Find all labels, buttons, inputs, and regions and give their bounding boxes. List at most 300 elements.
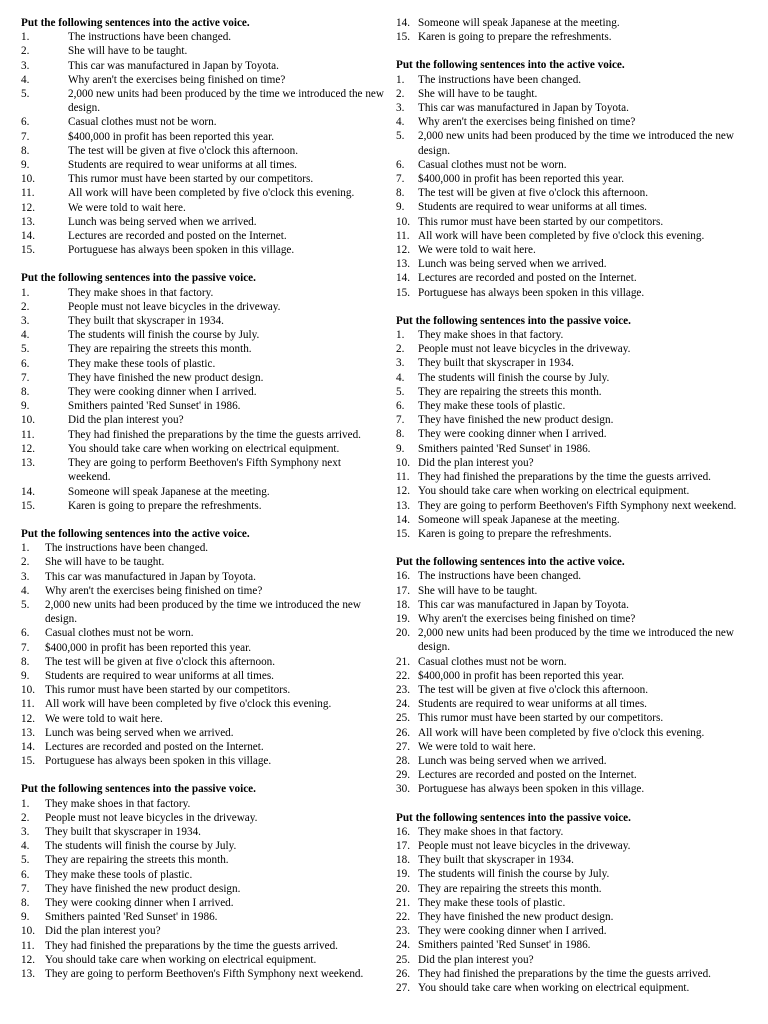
item-number: 11. [21, 698, 35, 711]
item-number: 7. [21, 882, 30, 895]
list-item [21, 201, 384, 215]
list-item [396, 286, 762, 300]
list-item [396, 910, 762, 924]
item-number: 8. [21, 386, 30, 399]
item-number: 14. [396, 272, 410, 285]
item-text-line: This rumor must have been started by our competitors. [45, 684, 291, 697]
item-text [68, 314, 384, 328]
item-text-line: 2,000 new units had been produced by the time we introduced the new [418, 627, 734, 640]
item-text-line: Did the plan interest you? [418, 953, 534, 966]
exercise-section [396, 16, 762, 44]
item-text [45, 726, 384, 740]
item-number: 1. [21, 542, 30, 555]
item-text-line: You should take care when working on electrical equipment. [45, 953, 317, 966]
item-text-line: $400,000 in profit has been reported this year. [45, 641, 251, 654]
list-item [21, 797, 384, 811]
item-text [418, 924, 762, 938]
item-text [68, 186, 384, 200]
item-text-line: They were cooking dinner when I arrived. [68, 386, 257, 399]
list-item [396, 612, 762, 626]
item-text [68, 87, 384, 115]
list-item [396, 115, 762, 129]
list-item [396, 200, 762, 214]
item-text [45, 868, 384, 882]
exercise-section [21, 16, 384, 257]
item-text-continuation: design. [418, 641, 451, 654]
item-number: 12. [21, 201, 35, 214]
item-text-line: She will have to be taught. [68, 45, 188, 58]
list-item [21, 541, 384, 555]
list-item [21, 428, 384, 442]
item-text-line: Someone will speak Japanese at the meeting. [418, 17, 620, 29]
item-text-line: People must not leave bicycles in the driveway. [45, 811, 258, 824]
item-text [418, 967, 762, 981]
list-item [21, 570, 384, 584]
item-text [68, 456, 384, 484]
item-number: 22. [396, 669, 410, 682]
list-item [396, 356, 762, 370]
list-item [21, 385, 384, 399]
item-text [45, 740, 384, 754]
item-text [45, 697, 384, 711]
item-text-line: Students are required to wear uniforms at all times. [45, 669, 274, 682]
section-heading: Put the following sentences into the passive voice. [21, 272, 256, 285]
item-text [418, 399, 762, 413]
item-text-line: Casual clothes must not be worn. [418, 655, 567, 668]
item-number: 1. [396, 73, 405, 86]
item-text [418, 754, 762, 768]
list-item [21, 30, 384, 44]
list-item [21, 342, 384, 356]
item-number: 14. [21, 740, 35, 753]
item-number: 25. [396, 953, 410, 966]
item-number: 13. [21, 457, 35, 470]
item-text-line: Smithers painted 'Red Sunset' in 1986. [45, 911, 218, 924]
item-number: 3. [21, 825, 30, 838]
item-text-line: They have finished the new product design. [418, 910, 614, 923]
list-item [396, 158, 762, 172]
item-number: 1. [21, 286, 30, 299]
item-number: 5. [396, 130, 405, 143]
item-number: 24. [396, 939, 410, 952]
item-number: 11. [21, 939, 35, 952]
item-text [418, 853, 762, 867]
list-item [21, 967, 384, 981]
item-number: 9. [21, 159, 30, 172]
item-text-line: She will have to be taught. [418, 87, 538, 100]
item-number: 15. [396, 286, 410, 299]
list-item [396, 172, 762, 186]
item-text-line: We were told to wait here. [68, 201, 186, 214]
item-text-continuation: weekend. [68, 471, 111, 484]
item-text-line: This rumor must have been started by our competitors. [68, 173, 314, 186]
item-number: 13. [21, 726, 35, 739]
item-text-line: We were told to wait here. [45, 712, 163, 725]
item-number: 4. [396, 116, 405, 129]
item-text-line: 2,000 new units had been produced by the time we introduced the new [418, 130, 734, 143]
item-number: 11. [21, 187, 35, 200]
list-item [21, 499, 384, 513]
item-text-line: They built that skyscraper in 1934. [418, 854, 574, 867]
list-item [396, 499, 762, 513]
list-item [21, 357, 384, 371]
item-text [418, 413, 762, 427]
item-text [418, 655, 762, 669]
item-text [418, 328, 762, 342]
list-item [21, 683, 384, 697]
item-number: 10. [21, 684, 35, 697]
item-text [418, 626, 762, 654]
item-text [418, 371, 762, 385]
item-number: 5. [396, 385, 405, 398]
list-item [21, 328, 384, 342]
item-number: 11. [21, 428, 35, 441]
item-text-line: They are going to perform Beethoven's Fifth Symphony next [45, 968, 318, 980]
list-item [396, 896, 762, 910]
list-item [21, 413, 384, 427]
item-number: 8. [21, 144, 30, 157]
list-item [396, 271, 762, 285]
list-item [396, 371, 762, 385]
item-text-continuation: design. [418, 144, 451, 157]
item-number: 5. [21, 854, 30, 867]
item-number: 16. [396, 570, 410, 583]
list-item [21, 740, 384, 754]
item-text-line: Someone will speak Japanese at the meeting. [68, 485, 270, 498]
list-item [21, 910, 384, 924]
list-item [396, 853, 762, 867]
exercise-section [396, 811, 762, 996]
item-text [68, 215, 384, 229]
item-text [68, 144, 384, 158]
item-text-continuation: weekend. [693, 499, 737, 512]
item-number: 8. [21, 655, 30, 668]
item-text-line: They make these tools of plastic. [418, 896, 566, 909]
item-text [418, 484, 762, 498]
item-text [45, 669, 384, 683]
list-item [21, 115, 384, 129]
item-text-line: Lunch was being served when we arrived. [68, 215, 257, 228]
item-text-line: All work will have been completed by five o'clock this evening. [418, 229, 705, 242]
item-number: 19. [396, 612, 410, 625]
item-text [45, 570, 384, 584]
item-text-line: Lunch was being served when we arrived. [418, 258, 607, 271]
item-text [418, 782, 762, 796]
item-text [418, 740, 762, 754]
item-text-line: All work will have been completed by five o'clock this evening. [45, 698, 332, 711]
item-number: 10. [396, 456, 410, 469]
item-text [45, 853, 384, 867]
list-item [21, 158, 384, 172]
list-item [396, 981, 762, 995]
item-text [418, 356, 762, 370]
item-text-line: The students will finish the course by July. [418, 868, 610, 881]
item-number: 9. [21, 911, 30, 924]
item-text-line: Casual clothes must not be worn. [45, 627, 194, 640]
item-text-line: They make shoes in that factory. [45, 797, 191, 810]
item-number: 26. [396, 726, 410, 739]
item-text [45, 655, 384, 669]
list-item [396, 569, 762, 583]
item-number: 17. [396, 839, 410, 852]
item-text-line: Students are required to wear uniforms at all times. [418, 201, 647, 214]
item-text-line: Someone will speak Japanese at the meeting. [418, 513, 620, 526]
item-number: 27. [396, 982, 410, 994]
item-text-line: People must not leave bicycles in the driveway. [68, 300, 281, 313]
item-number: 14. [396, 513, 410, 526]
item-text [418, 527, 762, 541]
list-item [396, 768, 762, 782]
item-number: 25. [396, 712, 410, 725]
item-number: 17. [396, 584, 410, 597]
exercise-section [21, 271, 384, 512]
item-text [418, 115, 762, 129]
item-text-line: $400,000 in profit has been reported this year. [68, 130, 274, 143]
item-number: 4. [21, 329, 30, 342]
item-text [45, 967, 384, 981]
item-text [418, 229, 762, 243]
list-item [396, 257, 762, 271]
exercise-section [396, 58, 762, 299]
item-number: 24. [396, 698, 410, 711]
item-number: 4. [396, 371, 405, 384]
item-number: 27. [396, 740, 410, 753]
item-text-line: $400,000 in profit has been reported this year. [418, 669, 624, 682]
item-text-line: They had finished the preparations by the time the guests arrived. [418, 967, 711, 980]
list-item [21, 215, 384, 229]
item-text-line: She will have to be taught. [418, 584, 538, 597]
item-number: 13. [396, 499, 410, 512]
list-item [21, 59, 384, 73]
list-item [396, 215, 762, 229]
item-text-line: They have finished the new product design. [45, 882, 241, 895]
item-text [68, 158, 384, 172]
item-text [418, 286, 762, 300]
list-item [396, 726, 762, 740]
item-text [418, 839, 762, 853]
list-item [21, 442, 384, 456]
item-number: 19. [396, 868, 410, 881]
item-text [68, 30, 384, 44]
item-number: 20. [396, 627, 410, 640]
item-text-line: Students are required to wear uniforms at all times. [68, 159, 297, 172]
item-text [68, 342, 384, 356]
item-number: 6. [21, 868, 30, 881]
list-item [21, 485, 384, 499]
item-text [418, 768, 762, 782]
item-text [418, 513, 762, 527]
item-text-line: You should take care when working on electrical equipment. [418, 485, 690, 498]
item-number: 13. [21, 215, 35, 228]
item-text [418, 726, 762, 740]
list-item [396, 626, 762, 654]
item-text [68, 442, 384, 456]
item-number: 12. [21, 953, 35, 966]
item-text [68, 130, 384, 144]
item-text-line: They are repairing the streets this month. [418, 882, 602, 895]
item-text-line: This car was manufactured in Japan by Toyota. [418, 598, 629, 611]
list-item [396, 342, 762, 356]
item-number: 13. [21, 968, 35, 980]
item-number: 14. [396, 17, 410, 29]
item-text-line: This car was manufactured in Japan by Toyota. [68, 59, 279, 72]
item-text-line: All work will have been completed by five o'clock this evening. [418, 726, 705, 739]
item-text [68, 44, 384, 58]
item-text-line: Lunch was being served when we arrived. [45, 726, 234, 739]
item-text [418, 683, 762, 697]
item-number: 22. [396, 910, 410, 923]
item-text-line: Lectures are recorded and posted on the Internet. [418, 769, 637, 782]
list-item [396, 243, 762, 257]
item-text-line: The instructions have been changed. [68, 31, 232, 44]
item-number: 3. [396, 102, 405, 115]
item-text [418, 87, 762, 101]
list-item [396, 839, 762, 853]
list-item [21, 87, 384, 115]
item-number: 10. [21, 414, 35, 427]
exercise-section [396, 314, 762, 541]
item-text [68, 73, 384, 87]
item-number: 30. [396, 783, 410, 796]
list-item [396, 399, 762, 413]
list-item [21, 641, 384, 655]
item-text-line: We were told to wait here. [418, 740, 536, 753]
item-number: 8. [21, 896, 30, 909]
item-number: 14. [21, 485, 35, 498]
item-number: 7. [21, 371, 30, 384]
list-item [21, 314, 384, 328]
item-text-line: They are going to perform Beethoven's Fifth Symphony next [68, 457, 341, 470]
item-text-line: They built that skyscraper in 1934. [45, 825, 201, 838]
item-number: 15. [396, 527, 410, 540]
item-text [418, 569, 762, 583]
item-number: 2. [21, 811, 30, 824]
item-text [418, 882, 762, 896]
list-item [21, 953, 384, 967]
item-text-line: Karen is going to prepare the refreshments. [418, 31, 612, 44]
item-text-line: They had finished the preparations by the time the guests arrived. [418, 471, 711, 484]
item-number: 3. [21, 315, 30, 328]
list-item [21, 939, 384, 953]
item-text [418, 101, 762, 115]
item-number: 11. [396, 229, 410, 242]
item-number: 12. [396, 485, 410, 498]
item-text [418, 342, 762, 356]
list-item [396, 584, 762, 598]
item-number: 6. [396, 400, 405, 413]
item-number: 9. [396, 442, 405, 455]
item-text-line: Did the plan interest you? [68, 414, 184, 427]
item-text-line: You should take care when working on electrical equipment. [418, 982, 690, 994]
item-number: 5. [21, 343, 30, 356]
list-item [21, 626, 384, 640]
item-text [45, 896, 384, 910]
item-number: 7. [396, 173, 405, 186]
item-number: 15. [396, 31, 410, 44]
item-text [418, 257, 762, 271]
item-number: 9. [21, 400, 30, 413]
list-item [21, 371, 384, 385]
item-text [68, 399, 384, 413]
list-item [396, 938, 762, 952]
item-text-line: They are going to perform Beethoven's Fifth Symphony next [418, 499, 691, 512]
item-text-continuation: design. [45, 613, 78, 626]
item-text [45, 626, 384, 640]
item-number: 2. [21, 300, 30, 313]
item-text [45, 825, 384, 839]
item-text [418, 172, 762, 186]
item-text-line: The instructions have been changed. [418, 73, 582, 86]
item-number: 13. [396, 258, 410, 271]
item-text [45, 683, 384, 697]
item-text-line: Portuguese has always been spoken in this village. [45, 755, 272, 768]
item-text [418, 442, 762, 456]
list-item [396, 754, 762, 768]
item-text [68, 357, 384, 371]
item-text [45, 541, 384, 555]
item-number: 9. [21, 669, 30, 682]
list-item [21, 130, 384, 144]
item-text [418, 129, 762, 157]
item-text-continuation: new design. [68, 88, 384, 115]
section-heading: Put the following sentences into the active voice. [21, 17, 250, 29]
item-text [45, 939, 384, 953]
item-text-line: This car was manufactured in Japan by Toyota. [45, 570, 256, 583]
list-item [396, 740, 762, 754]
item-text [45, 641, 384, 655]
list-item [21, 825, 384, 839]
list-item [21, 172, 384, 186]
list-item [396, 328, 762, 342]
item-number: 1. [21, 31, 30, 44]
item-text [68, 201, 384, 215]
item-text [45, 882, 384, 896]
item-text-line: The students will finish the course by July. [45, 840, 237, 853]
item-number: 20. [396, 882, 410, 895]
item-text-line: All work will have been completed by five o'clock this evening. [68, 187, 355, 200]
list-item [396, 867, 762, 881]
list-item [21, 584, 384, 598]
item-text [418, 669, 762, 683]
item-text [45, 598, 384, 626]
list-item [396, 30, 762, 44]
item-text [45, 797, 384, 811]
exercise-section [396, 555, 762, 796]
item-text [418, 896, 762, 910]
item-number: 6. [21, 116, 30, 129]
item-text-line: Lectures are recorded and posted on the Internet. [45, 740, 264, 753]
item-number: 6. [396, 158, 405, 171]
item-number: 21. [396, 896, 410, 909]
item-text [418, 73, 762, 87]
item-text [418, 427, 762, 441]
item-number: 4. [21, 840, 30, 853]
item-text [418, 16, 762, 30]
item-number: 29. [396, 769, 410, 782]
item-text-line: They built that skyscraper in 1934. [68, 315, 224, 328]
item-text [418, 938, 762, 952]
item-number: 6. [21, 357, 30, 370]
item-text-line: The test will be given at five o'clock this afternoon. [45, 655, 276, 668]
list-item [21, 697, 384, 711]
item-number: 3. [21, 570, 30, 583]
item-number: 23. [396, 925, 410, 938]
list-item [396, 683, 762, 697]
item-text-line: This rumor must have been started by our competitors. [418, 215, 664, 228]
list-item [21, 73, 384, 87]
list-item [21, 754, 384, 768]
list-item [21, 712, 384, 726]
